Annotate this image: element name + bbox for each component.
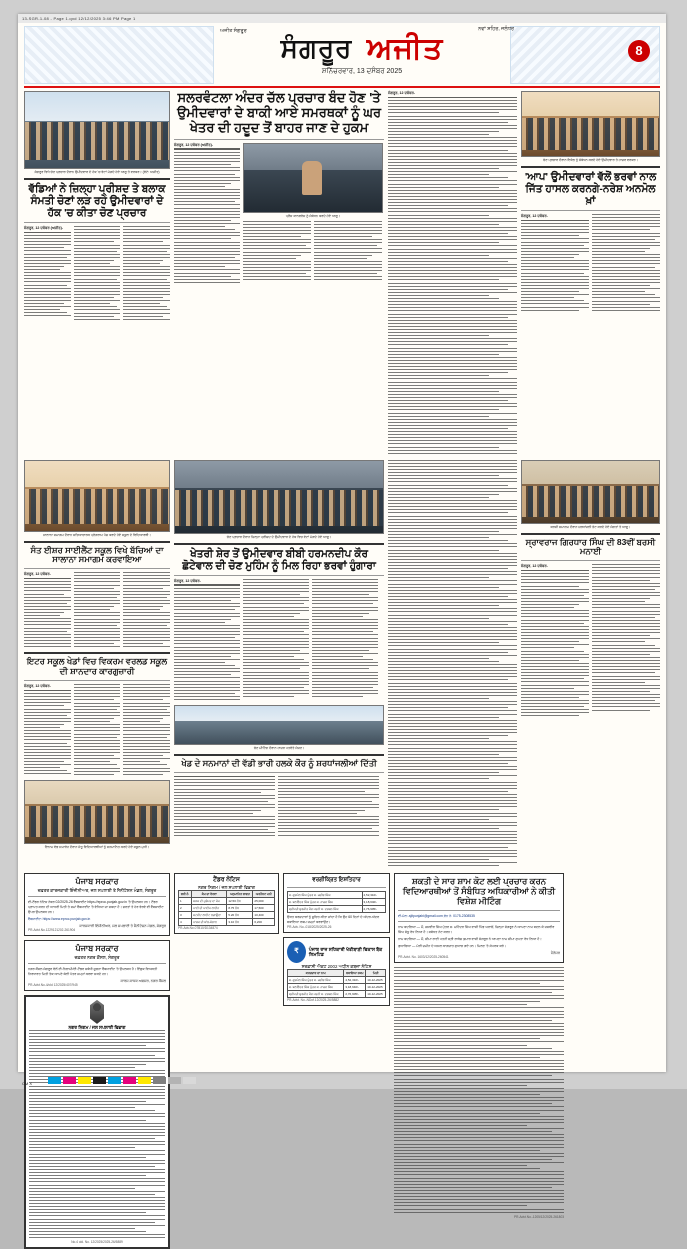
headline-6: ਖੇਡ ਦੇ ਸਨਮਾਨਾਂ ਦੀ ਵੱਡੀ ਭਾਰੀ ਹਲਕੇ ਕੌਰ ਨੂੰ ਸ਼ਰਧਾਂਜਲੀਆਂ ਦਿੱਤੀ	[181, 758, 377, 768]
column-4	[521, 91, 660, 456]
ad-emblem-block[interactable]	[24, 995, 170, 1249]
cell: 10-12-2025	[366, 984, 386, 991]
ad-signature: ਕਾਰਜਕਾਰੀ ਇੰਜੀਨੀਅਰ, ਜਲ ਸਪਲਾਈ ਤੇ ਸੈਨੀਟੇਸ਼ਨ ਮੰਡਲ, ਸੰਗਰੂਰ	[79, 923, 166, 928]
cell: 2,76,905/-	[362, 906, 385, 913]
story-3-c	[312, 579, 378, 703]
text-lines	[24, 578, 71, 647]
table-row	[288, 892, 386, 899]
headline-4: ਸੰਤ ਈਸ਼ਰ ਸਾਈਲੈਂਟ ਸਕੂਲ ਵਿਖੇ ਬੱਚਿਆਂ ਦਾ ਸਾਲਾਨਾ ਸਮਾਗਮ ਕਰਵਾਇਆ	[30, 544, 164, 565]
ad-subtitle: ਦਫ਼ਤਰ ਕਾਰਜਕਾਰੀ ਇੰਜੀਨੀਅਰ, ਜਲ ਸਪਲਾਈ ਤੇ ਸੈਨੀਟੇਸ਼ਨ ਮੰਡਲ, ਸੰਗਰੂਰ	[37, 888, 157, 894]
story-6-a	[174, 776, 275, 838]
story-3-top: ਸੰਗਰੂਰ, 12 ਦਸੰਬਰ-	[388, 91, 517, 454]
column-2b	[174, 460, 384, 868]
headline-3: ਖੇਤਰੀ ਸ਼ੇਰ ਤੋਂ ਉਮੀਦਵਾਰ ਬੀਬੀ ਹਰਮਨਦੀਪ ਕੌਰ ਛੋਟੇਵਾਲ ਦੀ ਚੋਣ ਮੁਹਿੰਮ ਨੂੰ ਮਿਲ ਰਿਹਾ ਭਰਵਾਂ ਹੁੰਗਾਰਾ	[182, 547, 376, 572]
text-lines	[123, 684, 170, 775]
cell: 10,400	[253, 912, 275, 919]
ads-column-1	[24, 873, 170, 1249]
masthead-pattern-left	[24, 26, 214, 84]
cell: ਪਾਣੀ ਦੀ ਪਾਈਪ ਲਾਈਨ	[192, 905, 227, 912]
photo-top-left	[24, 91, 170, 169]
cell: 10-12-2025	[366, 977, 386, 984]
ad-classified[interactable]	[394, 873, 564, 963]
cell: 25,000	[253, 898, 275, 905]
text-lines	[174, 148, 240, 282]
ad-pr-number: PR-Adv. No.-018/2025/2025-26	[287, 925, 332, 930]
table-row	[288, 991, 386, 998]
bank-logo-icon: ₹	[287, 941, 306, 963]
table-header-row	[288, 970, 386, 977]
headline-lead: ਸਲਰਵੰਟਲਾ ਅੰਦਰ ਚੱਲ ਪ੍ਰਚਾਰ ਬੰਦ ਹੋਣ 'ਤੇ ਉਮੀਦਵਾਰਾਂ ਦੇ ਬਾਕੀ ਆਏ ਸਮਰਥਕਾਂ ਨੂੰ ਘਰ ਖੇਤਰ ਦੀ ਹਦੂਦ ਤੋਂ ਬਾਹਰ ਜਾਣ ਦੇ ਹੁਕਮ	[177, 90, 382, 135]
photo-caption-4: ਇਨਾਮ ਵੰਡ ਸਮਾਰੋਹ ਦੌਰਾਨ ਜੇਤੂ ਵਿਦਿਆਰਥੀਆਂ ਨੂੰ ਸਨਮਾਨਿਤ ਕਰਦੇ ਹੋਏ ਸਕੂਲ ਮੁਖੀ।	[44, 844, 150, 849]
ad-notice-small[interactable]	[283, 873, 390, 933]
text-lines	[394, 967, 564, 1212]
ad-pr-number: PR-Advt. No.-NDof.12/2025-26/5882	[287, 998, 339, 1003]
print-strip: 13-SGR-1-08 - Page 1.qxd 12/12/2025 3:46 PM Page 1	[18, 14, 666, 23]
text-lines	[29, 1030, 165, 1238]
table-row	[288, 899, 386, 906]
registration-mark: CM X	[22, 1081, 32, 1086]
classified-email[interactable]: ਈ-ਮੇਲ: ajitpunjabi@gmail.com ਫ਼ੋਨ ਨੰ. 0175-2308535	[398, 913, 475, 918]
cell: 6,200	[253, 919, 275, 926]
headline-2: ਵੱਡਿਆਂ ਨੇ ਜ਼ਿਲ੍ਹਾ ਪ੍ਰੀਸ਼ਦ ਤੇ ਬਲਾਕ ਸੰਮਤੀ ਚੋਣਾਂ ਲੜ ਰਹੇ ਉਮੀਦਵਾਰਾਂ ਦੇ ਹੱਕ 'ਚ ਕੀਤਾ ਚੋਣ ਪ੍ਰਚਾਰ	[28, 182, 166, 219]
photo-mid-center	[174, 460, 384, 534]
cell: ਸ੍ਰੀਮਤੀ ਸੁਰਜੀਤ ਕੌਰ ਪਤਨੀ ਸ. ਦਰਸ਼ਨ ਸਿੰਘ	[288, 991, 344, 998]
headline-right-2: ਸ੍ਰਾਵਰਾਜ ਗਿਰਧਾਰ ਸਿੰਘ ਦੀ 83ਵੀਂ ਬਰਸੀ ਮਨਾਈ	[525, 536, 656, 557]
ad-tender-notice[interactable]	[174, 873, 279, 934]
table-row	[288, 984, 386, 991]
story-4-c	[123, 572, 170, 649]
column-1	[24, 91, 170, 456]
text-lines	[278, 776, 379, 836]
col-header: ਬਕਾਇਆ ਰਕਮ	[344, 970, 366, 977]
cell: 5.20 ਲੱਖ	[227, 912, 253, 919]
ad-pr-number: PR-Adv.No.07B10/D134874	[178, 926, 218, 931]
cell: 4,52,310/-	[362, 892, 385, 899]
cell: ਸ. ਗੁਰਮੇਲ ਸਿੰਘ ਪੁੱਤਰ ਸ. ਜਗੀਰ ਸਿੰਘ	[288, 977, 344, 984]
column-3b	[388, 460, 517, 868]
headline-right-1: 'ਆਪ' ਉਮੀਦਵਾਰਾਂ ਵੱਲੋਂ ਭਰਵਾਂ ਨਾਲ ਜਿੱਤ ਹਾਸਲ ਕਰਨਗੇ-ਨਰੇਸ਼ ਅਨਮੋਲ ਖ਼ਾਂ	[524, 170, 657, 207]
story-2-col-c	[123, 226, 170, 322]
text-lines	[174, 584, 240, 700]
photo-caption-6: ਚੋਣ ਮੀਟਿੰਗ ਦੌਰਾਨ ਹਾਜ਼ਰ ਪਤਵੰਤੇ ਸੱਜਣ।	[253, 746, 305, 751]
photo-caption-2: ਚੋਣ ਪ੍ਰਚਾਰ ਦੌਰਾਨ ਇਕੱਠ ਨੂੰ ਸੰਬੋਧਨ ਕਰਦੇ ਹੋਏ ਉਮੀਦਵਾਰ ਤੇ ਹਾਜ਼ਰ ਵਰਕਰ।	[543, 158, 638, 162]
swatch-magenta	[63, 1077, 76, 1084]
story-4-b	[74, 572, 121, 649]
cell: ਸ੍ਰੀਮਤੀ ਸੁਰਜੀਤ ਕੌਰ ਪਤਨੀ ਸ. ਦਰਸ਼ਨ ਸਿੰਘ	[288, 906, 363, 913]
cell: ਪਾਰਕ ਦੀ ਸਾਂਭ-ਸੰਭਾਲ	[192, 919, 227, 926]
photo-caption-lead: ਪ੍ਰੈਸ ਕਾਨਫਰੰਸ ਨੂੰ ਸੰਬੋਧਨ ਕਰਦੇ ਹੋਏ ਆਗੂ।	[285, 213, 341, 218]
text-lines	[24, 232, 71, 317]
ads-column-3	[283, 873, 390, 1249]
ad-pr-number: PR-Advt. No. 1603/12/2025-260541	[398, 955, 449, 960]
text-lines	[74, 572, 121, 647]
bank-table	[287, 969, 386, 998]
cell: ਸੜਕ ਦੀ ਮੁਰੰਮਤ ਦਾ ਕੰਮ	[192, 898, 227, 905]
ad-title: ਪੰਜਾਬ ਰਾਜ ਸਹਿਕਾਰੀ ਖੇਤੀਬਾੜੀ ਵਿਕਾਸ ਬੈਂਕ ਲਿਮਟਿਡ	[308, 947, 383, 958]
classified-line-2: ਨਾਮ ਬਦਲਿਆ — ਮੈਂ, ਸੀਮਾ ਰਾਣੀ ਪਤਨੀ ਸ੍ਰੀ ਰਾਕੇਸ਼ ਕੁਮਾਰ ਵਾਸੀ ਸੰਗਰੂਰ ਨੇ ਆਪਣਾ ਨਾਮ ਸੀਮਾ ਗੁਪਤਾ ਰੱਖ ਲਿਆ ਹੈ।	[398, 937, 542, 942]
col-header: ਮਿਤੀ	[366, 970, 386, 977]
top-row	[24, 91, 660, 456]
ad-emblem-title: ਨਗਰ ਨਿਗਮ / ਜਲ ਸਪਲਾਈ ਵਿਭਾਗ	[68, 1024, 126, 1030]
column-4b	[521, 460, 660, 868]
photo-caption-1: ਸੰਗਰੂਰ ਵਿਖੇ ਚੋਣ ਪ੍ਰਚਾਰ ਦੌਰਾਨ ਉਮੀਦਵਾਰ ਦੇ ਹੱਕ 'ਚ ਵੋਟਾਂ ਮੰਗਦੇ ਹੋਏ ਆਗੂ ਤੇ ਵਰਕਰ। (ਫੋਟੋ: ਅਜੀਤ)	[34, 170, 160, 174]
ad-punjab-government-2[interactable]	[24, 940, 170, 991]
text-lines	[521, 220, 589, 311]
text-lines	[123, 226, 170, 320]
swatch-yellow	[78, 1077, 91, 1084]
cell: 3.10 ਲੱਖ	[227, 919, 253, 926]
cell: 2,76,905/-	[344, 991, 366, 998]
ad-emblem-body	[29, 1030, 165, 1238]
text-lines	[388, 460, 517, 866]
table-header-row	[179, 891, 275, 898]
story-r2-a: ਸੰਗਰੂਰ, 12 ਦਸੰਬਰ-	[521, 564, 589, 718]
color-calibration-bar	[18, 1075, 666, 1085]
masthead-corner-note: ਨਵਾਂ ਸ਼ਹਿਰ, ਜਲੰਧਰ	[478, 26, 514, 32]
right-bottom-story	[394, 967, 564, 1212]
swatch-cyan-2	[108, 1077, 121, 1084]
column-3	[388, 91, 517, 456]
notice-table	[287, 891, 386, 913]
ad-title: ਪੰਜਾਬ ਸਰਕਾਰ	[75, 877, 119, 887]
classified-line-1: ਨਾਮ ਬਦਲਿਆ — ਮੈਂ, ਜਸਵੀਰ ਸਿੰਘ ਪੁੱਤਰ ਸ. ਮਹਿੰਦਰ ਸਿੰਘ ਵਾਸੀ ਪਿੰਡ ਘਰਾਚੋਂ, ਜ਼ਿਲ੍ਹਾ ਸੰਗਰੂਰ ਨੇ ਆਪਣਾ ਨਾਮ ਬਦਲ ਕੇ ਜਸਵੀਰ ਸਿੰਘ ਸੰਧੂ ਰੱਖ ਲਿਆ ਹੈ। ਸਬੰਧਤ ਨੋਟ ਕਰਨ।	[398, 925, 555, 935]
text-lines	[74, 684, 121, 775]
text-lines	[388, 97, 517, 454]
table-row	[179, 898, 275, 905]
ad-subtitle: ਨਗਰ ਨਿਗਮ / ਜਲ ਸਪਲਾਈ ਵਿਭਾਗ	[197, 885, 255, 891]
text-lines	[243, 579, 309, 698]
photo-caption-5: ਚੋਣ ਪ੍ਰਚਾਰ ਦੌਰਾਨ ਜ਼ਿਲ੍ਹਾ ਪ੍ਰੀਸ਼ਦ ਦੇ ਉਮੀਦਵਾਰ ਦੇ ਹੱਕ ਵਿਚ ਵੋਟਾਂ ਮੰਗਦੇ ਹੋਏ ਆਗੂ।	[226, 534, 332, 539]
story-r2-b	[592, 564, 660, 718]
photo-mid-left	[24, 460, 170, 532]
photo-lead	[243, 143, 383, 213]
ad-title: ਪੰਜਾਬ ਸਰਕਾਰ	[75, 943, 119, 953]
cell: ਸ. ਗੁਰਮੇਲ ਸਿੰਘ ਪੁੱਤਰ ਸ. ਜਗੀਰ ਸਿੰਘ	[288, 892, 363, 899]
photo-top-right	[521, 91, 660, 157]
cell: 17,500	[253, 905, 275, 912]
cell: ਸਟਰੀਟ ਲਾਈਟ ਲਗਾਉਣਾ	[192, 912, 227, 919]
cell: ਸ. ਬਲਵਿੰਦਰ ਸਿੰਘ ਪੁੱਤਰ ਸ. ਨਾਜ਼ਰ ਸਿੰਘ	[288, 984, 344, 991]
cell: 4	[179, 919, 192, 926]
col-header: ਅਰਨੈਸਟ ਮਨੀ	[253, 891, 275, 898]
cell: 1	[179, 898, 192, 905]
column-1b	[24, 460, 170, 868]
swatch-black	[93, 1077, 106, 1084]
cell: 10-12-2025	[366, 991, 386, 998]
text-lines	[123, 572, 170, 647]
ad-body: ਨਗਰ ਕੌਂਸਲ ਸੰਗਰੂਰ ਵੱਲੋਂ ਈ-ਨਿਲਾਮੀ/ਈ-ਟੈਂਡਰ ਸਬੰਧੀ ਸੂਚਨਾ ਵੈੱਬਸਾਈਟ 'ਤੇ ਉਪਲਬਧ ਹੈ। ਇੱਛੁਕ ਵਿਅਕਤੀ ਨਿਰਧਾਰਤ ਮਿਤੀ ਤੱਕ ਆਪਣੇ ਬੋਲੀ ਪੱਤਰ ਜਮ੍ਹਾਂ ਕਰਵਾ ਸਕਦੇ ਹਨ।	[28, 966, 158, 976]
story-5-a: ਸੰਗਰੂਰ, 12 ਦਸੰਬਰ-	[24, 684, 71, 777]
classified-line-3: ਗੁਆਚਿਆ — ਮੇਰੀ ਜ਼ਮੀਨ ਦੇ ਅਸਲ ਕਾਗਜ਼ਾਤ ਗੁਆਚ ਗਏ ਹਨ। ਮਿਲਣ 'ਤੇ ਸੰਪਰਕ ਕਰੋ।	[398, 944, 507, 949]
photo-mid-center-2	[174, 705, 384, 745]
story-3-a: ਸੰਗਰੂਰ, 12 ਦਸੰਬਰ-	[174, 579, 240, 703]
headline-right-3: ਸ਼ਕਤੀ ਦੇ ਸਾਰ ਸ਼ਾਮ ਕੋਟ ਲਈ ਪ੍ਰਚਾਰ ਕਰਨ ਵਿਦਿਆਰਥੀਆਂ ਤੋਂ ਸੰਬੰਧਿਤ ਅਧਿਕਾਰੀਆਂ ਨੇ ਕੀਤੀ ਵਿਸ਼ੇਸ਼ ਮੀਟਿੰਗ	[402, 876, 556, 906]
masthead-tiny-note: ਅਜੀਤ ਸੰਗਰੂਰ	[220, 28, 247, 34]
ad-subtitle: ਦਫ਼ਤਰ ਨਗਰ ਕੌਂਸਲ, ਸੰਗਰੂਰ	[74, 954, 120, 960]
cell: 8.75 ਲੱਖ	[227, 905, 253, 912]
ads-column-4	[394, 873, 564, 1249]
text-lines	[314, 221, 382, 281]
story-4-a: ਸੰਗਰੂਰ, 12 ਦਸੰਬਰ-	[24, 572, 71, 649]
ad-bank[interactable]	[283, 937, 390, 1006]
story-r1-a: ਸੰਗਰੂਰ, 12 ਦਸੰਬਰ-	[521, 214, 589, 313]
swatch-gray-2	[168, 1077, 181, 1084]
col-header: ਕਰਜ਼ਦਾਰ ਦਾ ਨਾਮ	[288, 970, 344, 977]
lower-row	[24, 873, 660, 1249]
story-r1-b	[592, 214, 660, 313]
story-2-col-a: ਸੰਗਰੂਰ, 12 ਦਸੰਬਰ (ਅਜੀਤ)-	[24, 226, 71, 322]
ad-note: ਉਕਤ ਕਰਜ਼ਦਾਰਾਂ ਨੂੰ ਸੂਚਿਤ ਕੀਤਾ ਜਾਂਦਾ ਹੈ ਕਿ ਉਹ 60 ਦਿਨਾਂ ਦੇ ਅੰਦਰ-ਅੰਦਰ ਬਕਾਇਆ ਰਕਮ ਜਮ੍ਹਾਂ ਕਰਵਾਉਣ।	[287, 915, 380, 925]
text-lines	[243, 221, 311, 281]
ad-title: ਵਰਗੀਕ੍ਰਿਤ ਇਸ਼ਤਿਹਾਰ	[312, 877, 361, 884]
cell: 2	[179, 905, 192, 912]
text-lines	[74, 226, 121, 320]
column-2	[174, 91, 384, 456]
cell: 3	[179, 912, 192, 919]
ad-pr-number-2: PR-Advt.No.-1205/12/2025-261803	[514, 1214, 564, 1219]
masthead-date: ਸ਼ਨਿੱਚਰਵਾਰ, 13 ਦਸੰਬਰ 2025	[321, 68, 403, 75]
ad-body: ਈ-ਟੈਂਡਰ ਨੋਟਿਸ ਨੰਬਰ 02/2025-26 ਵੈੱਬਸਾਈਟ https://eproc.punjab.gov.in 'ਤੇ ਉਪਲਬਧ ਹਨ। ਟੈਂਡਰ ਪ੍ਰਾਪਤ ਕਰਨ ਦੀ ਆਖਰੀ ਮਿਤੀ ਤੇ ਸਮਾਂ ਵੈੱਬਸਾਈਟ 'ਤੇ ਵੇਖਿਆ ਜਾ ਸਕਦਾ ਹੈ। ਸ਼ਰਤਾਂ ਤੇ ਹੋਰ ਵੇਰਵੇ ਵੀ ਵੈੱਬਸਾਈਟ ਉਪਰ ਉਪਲਬਧ ਹਨ।	[28, 900, 164, 915]
masthead-edition-name: ਸੰਗਰੂਰ	[280, 33, 353, 63]
table-row	[179, 905, 275, 912]
cell: ਸ. ਬਲਵਿੰਦਰ ਸਿੰਘ ਪੁੱਤਰ ਸ. ਨਾਜ਼ਰ ਸਿੰਘ	[288, 899, 363, 906]
cell: 12.50 ਲੱਖ	[227, 898, 253, 905]
photo-mid-left-2	[24, 780, 170, 844]
story-2-col-b	[74, 226, 121, 322]
ad-pr-number: PR-Advt.No.1229121202-261904	[28, 927, 76, 932]
ad-pr-number: PR-Advt.No-4/old 12/2025/407/945	[28, 982, 78, 987]
story-6-b	[278, 776, 379, 838]
ad-title: ਟੈਂਡਰ ਨੋਟਿਸ	[213, 877, 240, 884]
page-number-badge: 8	[628, 40, 650, 62]
story-mid3	[388, 460, 517, 866]
headline-5: ਇਟਰ ਸਕੂਲ ਖੇਡਾਂ ਵਿਚ ਵਿਕਰਮ ਵਰਲਡ ਸਕੂਲ ਦੀ ਸ਼ਾਨਦਾਰ ਕਾਰਗੁਜ਼ਾਰੀ	[26, 656, 168, 677]
tender-table	[178, 890, 275, 926]
masthead	[24, 26, 660, 88]
swatch-gray-1	[153, 1077, 166, 1084]
ad-signature: ਕਾਰਜ ਸਾਧਕ ਅਫਸਰ, ਨਗਰ ਕੌਂਸਲ	[120, 978, 166, 983]
photo-caption-7: ਬਰਸੀ ਸਮਾਗਮ ਦੌਰਾਨ ਸ਼ਰਧਾਂਜਲੀ ਭੇਟ ਕਰਦੇ ਹੋਏ ਸੰਗਤਾਂ ਤੇ ਆਗੂ।	[550, 524, 631, 529]
table-row	[179, 912, 275, 919]
classified-signature: ਮੈਨੇਜਰ	[550, 951, 560, 956]
story-3-b	[243, 579, 309, 703]
swatch-gray-3	[183, 1077, 196, 1084]
text-lines	[592, 214, 660, 311]
lead-sub-b	[314, 221, 382, 283]
ad-punjab-government-1[interactable]	[24, 873, 170, 936]
swatch-cyan	[48, 1077, 61, 1084]
lead-sub-a	[243, 221, 311, 283]
table-row	[288, 906, 386, 913]
photo-right-mid	[521, 460, 660, 524]
lead-col-b	[243, 143, 383, 285]
story-5-c	[123, 684, 170, 777]
photo-caption-3: ਸਾਲਾਨਾ ਸਮਾਗਮ ਦੌਰਾਨ ਸਭਿਆਚਾਰਕ ਪ੍ਰੋਗਰਾਮ ਪੇਸ਼ ਕਰਦੇ ਹੋਏ ਸਕੂਲ ਦੇ ਵਿਦਿਆਰਥੀ।	[43, 532, 151, 537]
ad-subtitle: ਸਰਫ਼ਾਸੀ ਐਕਟ 2002 ਅਧੀਨ ਕਬਜ਼ਾ ਨੋਟਿਸ	[301, 964, 372, 970]
swatch-yellow-2	[138, 1077, 151, 1084]
lead-col-a: ਸੰਗਰੂਰ, 12 ਦਸੰਬਰ (ਅਜੀਤ)-	[174, 143, 240, 285]
ads-column-2	[174, 873, 279, 1249]
table-row	[179, 919, 275, 926]
table-row	[288, 977, 386, 984]
cell: 4,52,310/-	[344, 977, 366, 984]
masthead-title: ਅਜੀਤ	[366, 32, 444, 65]
state-emblem-icon	[87, 1000, 107, 1024]
ad-pr-number: No.4 old. No. 12/2025/2025-26/5889	[71, 1240, 123, 1245]
text-lines	[521, 570, 589, 717]
masthead-center	[204, 26, 520, 76]
col-header: ਕੰਮ ਦਾ ਵੇਰਵਾ	[192, 891, 227, 898]
ad-website[interactable]: ਵੈੱਬਸਾਈਟ: https://www.eproc.punjab.gov.in	[28, 917, 91, 922]
col-header: ਲੜੀ ਨੰ.	[179, 891, 192, 898]
text-lines	[174, 776, 275, 836]
swatch-magenta-2	[123, 1077, 136, 1084]
story-5-b	[74, 684, 121, 777]
col-header: ਅਨੁਮਾਨਿਤ ਲਾਗਤ	[227, 891, 253, 898]
middle-row	[24, 460, 660, 868]
cell: 3,18,640/-	[344, 984, 366, 991]
cell: 3,18,640/-	[362, 899, 385, 906]
text-lines	[24, 690, 71, 775]
text-lines	[592, 564, 660, 710]
text-lines	[312, 579, 378, 698]
